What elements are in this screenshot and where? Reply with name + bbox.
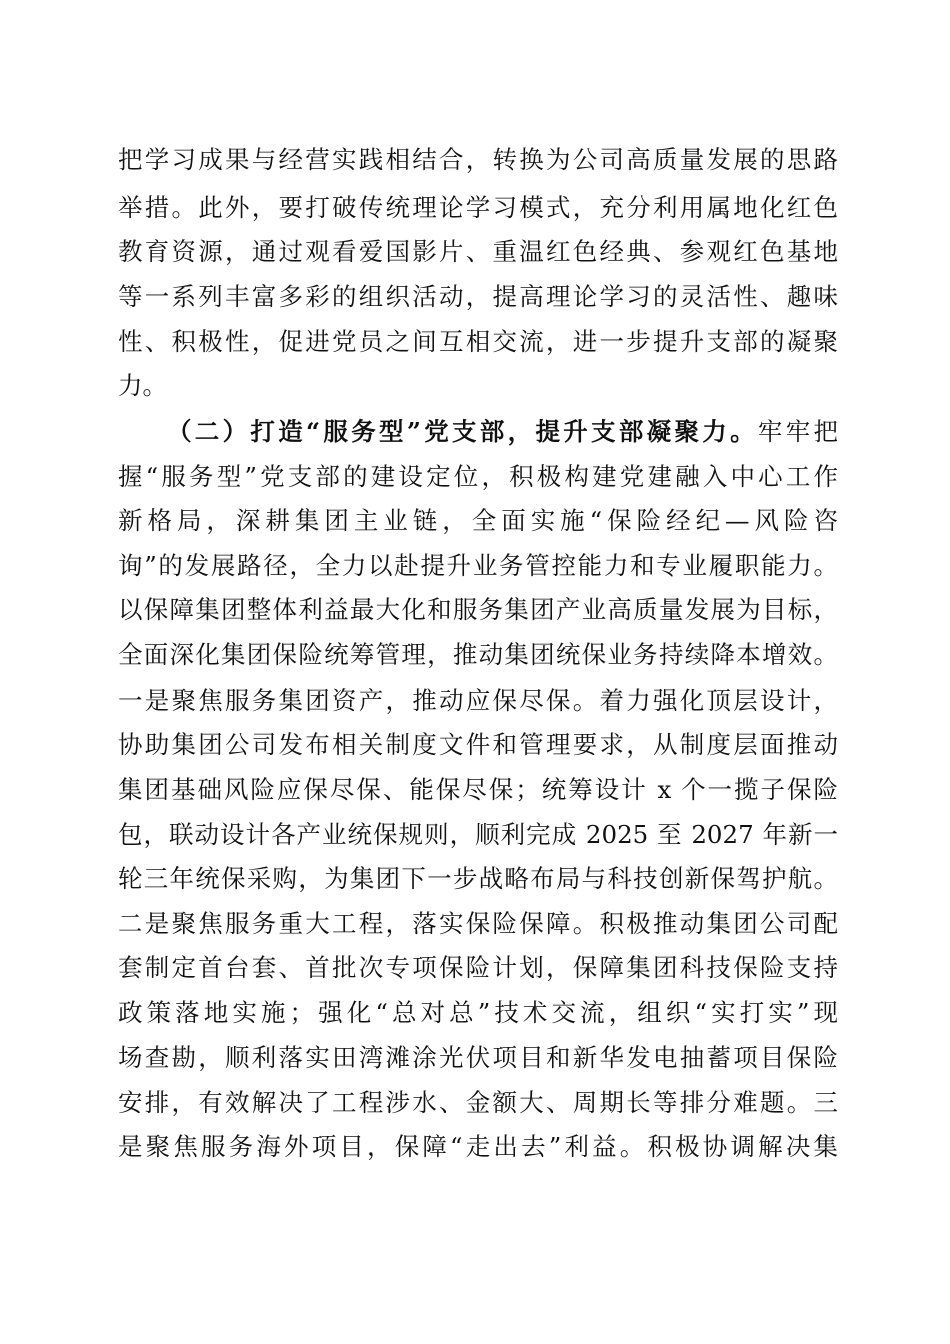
paragraph-line: 举措。此外，要打破传统理论学习模式，充分利用属地化红色 — [118, 193, 838, 222]
paragraph-line: 等一系列丰富多彩的组织活动，提高理论学习的灵活性、趣味 — [118, 282, 838, 311]
paragraph-line: 以保障集团整体利益最大化和服务集团产业高质量发展为目标， — [118, 595, 838, 624]
paragraph-line: 安排，有效解决了工程涉水、金额大、周期长等排分难题。三 — [118, 1088, 838, 1117]
paragraph-line: 协助集团公司发布相关制度文件和管理要求，从制度层面推动 — [118, 730, 838, 759]
paragraph-line: 集团基础风险应保尽保、能保尽保；统筹设计 x 个一揽子保险 — [118, 775, 838, 804]
paragraph-line: 套制定首台套、首批次专项保险计划，保障集团科技保险支持 — [118, 953, 838, 982]
paragraph-line: 一是聚焦服务集团资产，推动应保尽保。着力强化顶层设计， — [118, 686, 838, 715]
paragraph-line: 二是聚焦服务重大工程，落实保险保障。积极推动集团公司配 — [118, 909, 838, 938]
section-heading-line — [167, 412, 838, 452]
paragraph-line: 是聚焦服务海外项目，保障“走出去”利益。积极协调解决集 — [118, 1132, 838, 1161]
paragraph-line: 把学习成果与经营实践相结合，转换为公司高质量发展的思路 — [118, 145, 838, 174]
paragraph-line: 场查勘，顺利落实田湾滩涂光伏项目和新华发电抽蓄项目保险 — [118, 1043, 838, 1072]
paragraph-line: 新格局，深耕集团主业链，全面实施“保险经纪—风险咨 — [118, 506, 838, 535]
section-heading: （二）打造“服务型”党支部，提升支部凝聚力。 — [167, 417, 758, 446]
paragraph-line: 询”的发展路径，全力以赴提升业务管控能力和专业履职能力。 — [118, 551, 838, 580]
paragraph-line: 性、积极性，促进党员之间互相交流，进一步提升支部的凝聚 — [118, 327, 838, 356]
paragraph-line: 教育资源，通过观看爱国影片、重温红色经典、参观红色基地 — [118, 237, 838, 266]
paragraph-line: 包，联动设计各产业统保规则，顺利完成 2025 至 2027 年新一 — [118, 820, 838, 849]
paragraph-line: 力。 — [118, 371, 167, 400]
paragraph-line: 政策落地实施；强化“总对总”技术交流，组织“实打实”现 — [118, 998, 838, 1027]
paragraph-line: 全面深化集团保险统筹管理，推动集团统保业务持续降本增效。 — [118, 640, 838, 669]
section-heading-rest: 牢牢把 — [757, 417, 838, 446]
paragraph-line: 轮三年统保采购，为集团下一步战略布局与科技创新保驾护航。 — [118, 864, 838, 893]
paragraph-line: 握“服务型”党支部的建设定位，积极构建党建融入中心工作 — [118, 462, 838, 491]
